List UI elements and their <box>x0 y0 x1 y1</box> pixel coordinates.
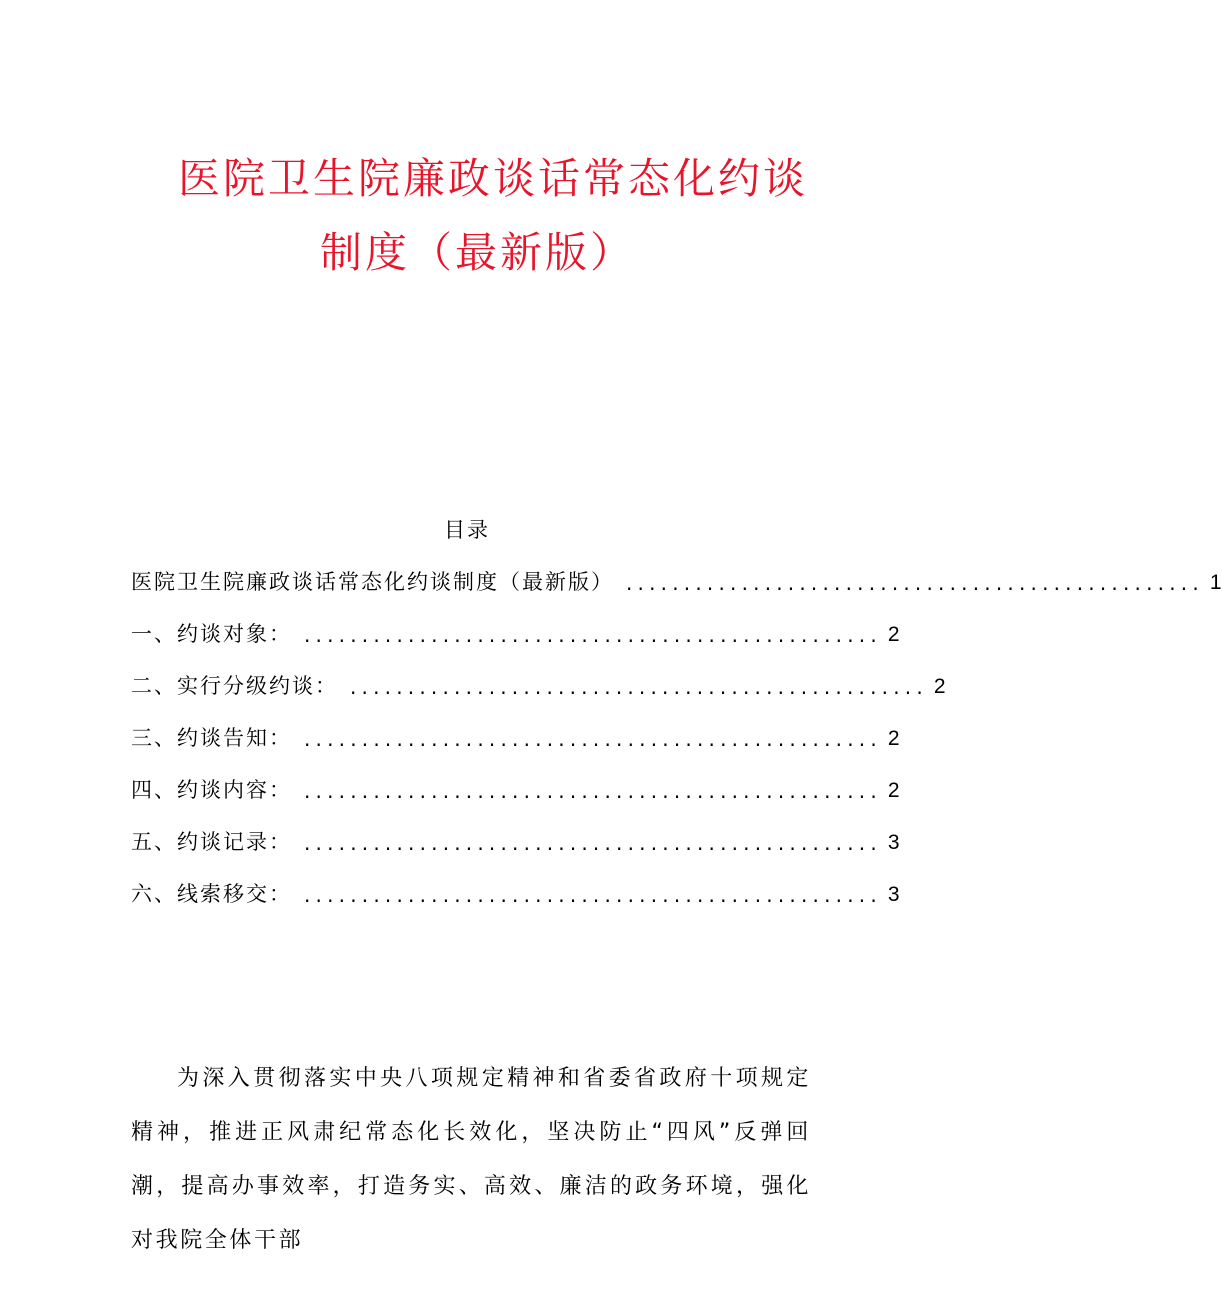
toc-entry-text: 三、约谈告知： <box>131 726 292 750</box>
toc-entry-5[interactable] <box>131 830 900 884</box>
toc-entry-4[interactable] <box>131 778 900 832</box>
toc-page-number: 2 <box>887 779 900 802</box>
toc-page-number: 1 <box>1209 571 1222 594</box>
toc-leader-dots: .................................................. <box>304 779 882 803</box>
toc-leader-dots: .................................................. <box>626 571 1204 595</box>
document-title-line-1: 医院卫生院廉政谈话常态化约谈 <box>178 154 809 203</box>
toc-entry-text: 医院卫生院廉政谈话常态化约谈制度（最新版） <box>131 570 614 594</box>
toc-entry-text: 五、约谈记录： <box>131 830 292 854</box>
toc-page-number: 3 <box>887 831 900 854</box>
toc-entry-3[interactable] <box>131 726 900 780</box>
toc-entry-text: 六、线索移交： <box>131 882 292 906</box>
toc-entry-text: 二、实行分级约谈： <box>131 674 338 698</box>
toc-leader-dots: .................................................. <box>304 883 882 907</box>
table-of-contents <box>131 570 1222 936</box>
toc-leader-dots: .................................................. <box>304 623 882 647</box>
toc-leader-dots: .................................................. <box>304 727 882 751</box>
document-title-line-2: 制度（最新版） <box>320 228 636 277</box>
body-paragraph: 为深入贯彻落实中央八项规定精神和省委省政府十项规定精神，推进正风肃纪常态化长效化，坚决防止“四风”反弹回潮，提高办事效率，打造务实、高效、廉洁的政务环境，强化对我院全体干部 <box>131 1066 811 1253</box>
toc-entry-1[interactable] <box>131 622 900 676</box>
toc-entry-6[interactable] <box>131 882 900 936</box>
toc-page-number: 2 <box>887 727 900 750</box>
toc-entry-2[interactable] <box>131 674 946 728</box>
toc-entry-text: 四、约谈内容： <box>131 778 292 802</box>
toc-entry-text: 一、约谈对象： <box>131 622 292 646</box>
toc-leader-dots: .................................................. <box>350 675 928 699</box>
toc-page-number: 2 <box>933 675 946 698</box>
toc-leader-dots: .................................................. <box>304 831 882 855</box>
toc-entry-title[interactable] <box>131 570 1222 624</box>
toc-page-number: 3 <box>887 883 900 906</box>
toc-page-number: 2 <box>887 623 900 646</box>
toc-heading: 目录 <box>444 518 490 542</box>
